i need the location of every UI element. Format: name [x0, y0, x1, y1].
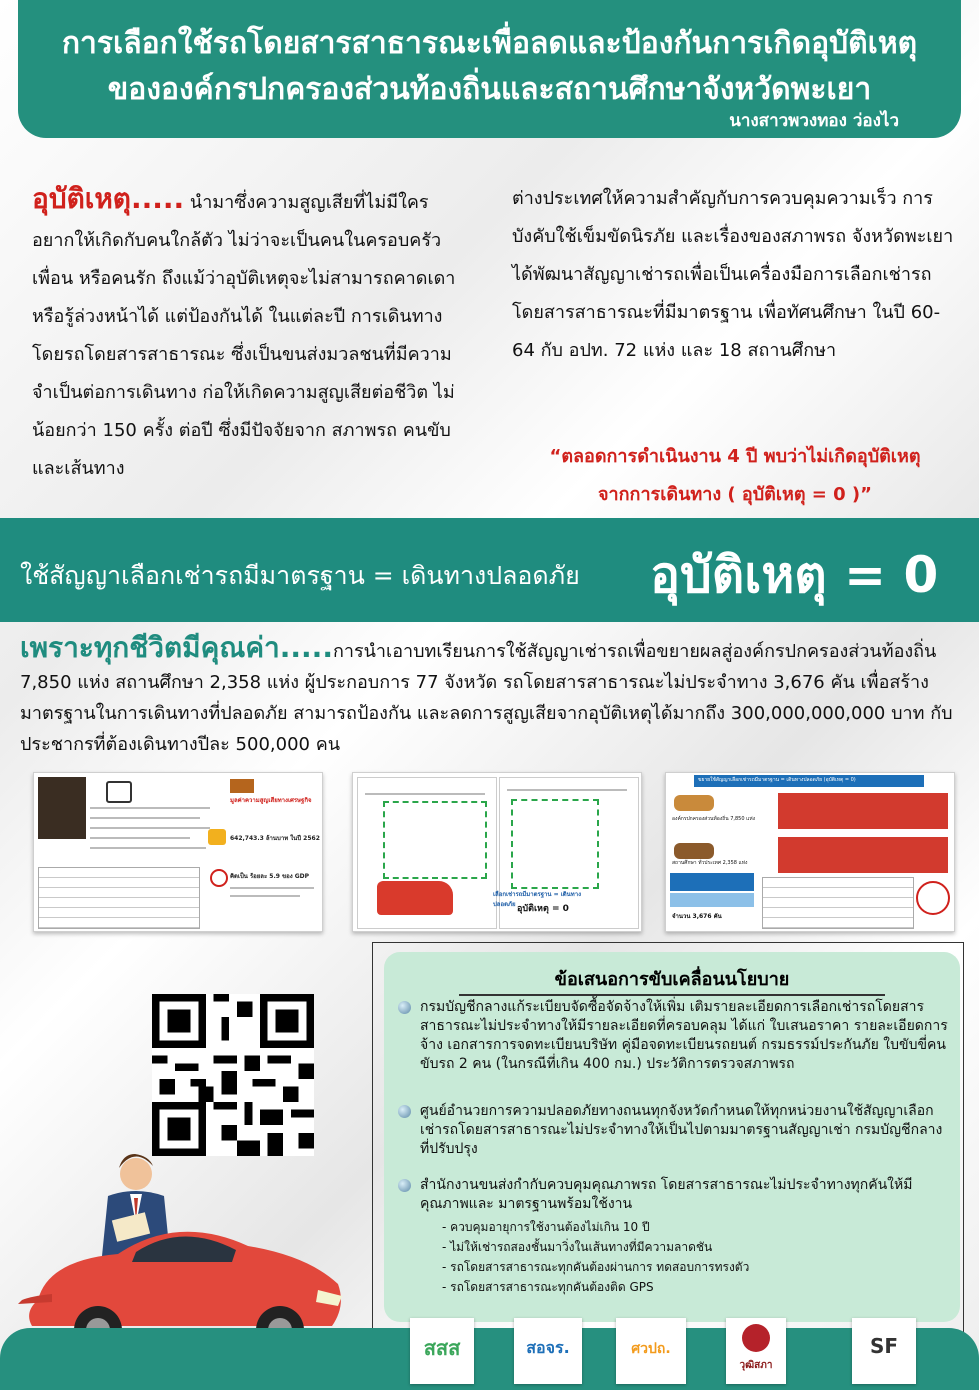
t3-school: สถานศึกษา ทั่วประเทศ 2,358 แห่ง — [672, 860, 748, 866]
t1-gdp: คิดเป็น ร้อยละ 5.9 ของ GDP — [230, 873, 310, 880]
policy-item-text: ศูนย์อำนวยการความปลอดภัยทางถนนทุกจังหวัดกำหนดให้ทุกหน่วยงานใช้สัญญาเลือกเช่ารถโดยสารสาธารณะไม่ประจำทางให้เป็นไปตามมาตรฐานสัญญาเช่า กรมบัญชีกลางที่ปรับปรุง — [420, 1103, 943, 1157]
intro-right-column — [512, 180, 954, 370]
t3-bus: จำนวน 3,676 คัน — [672, 913, 722, 920]
zero-badge — [916, 881, 950, 915]
policy-item-text: กรมบัญชีกลางแก้ระเบียบจัดซื้อจัดจ้างให้เพิ่ม เติมรายละเอียดการเลือกเช่ารถโดยสารสาธารณะไม่ประจำทางให้มีรายละเอียดที่ครอบคลุม ได้แก่ ใบเสนอราคา รายละเอียดการจ้าง เอกสารการจดทะเบียนบริษัท คู่มือจดทะเบียนรถยนต์ กรมธรรม์ประกันภัย ใบขับขี่คนขับรถ 2 คน (ในกรณีที่เกิน 400 กม.) ประวัติการตรวจสภาพรถ — [420, 999, 948, 1072]
tv-icon — [106, 781, 132, 803]
header-banner — [18, 0, 961, 138]
page-title-line1: การเลือกใช้รถโดยสารสาธารณะเพื่อลดและป้องกันการเกิดอุบัติเหตุ — [61, 26, 918, 61]
logo-senate: วุฒิสภา — [726, 1318, 786, 1384]
mini-table — [38, 867, 200, 929]
expansion-paragraph — [20, 632, 965, 760]
car-businessman-illustration — [18, 1150, 358, 1355]
gdp-icon — [210, 869, 228, 887]
footer-bar — [0, 1328, 979, 1390]
page-title-line2: ขององค์กรปกครองส่วนท้องถิ่นและสถานศึกษาจังหวัดพะเยา — [107, 72, 872, 107]
policy-subitem: - ไม่ให้เช่ารถสองชั้นมาวิ่งในเส้นทางที่มีความลาดชัน — [442, 1240, 713, 1254]
policy-item-text: สำนักงานขนส่งกำกับควบคุมคุณภาพรถ โดยสารสาธารณะไม่ประจำทางทุกคันให้มีคุณภาพและ มาตรฐานพร้อมใช้งาน — [420, 1177, 913, 1212]
senate-seal-icon — [742, 1324, 770, 1352]
cost-box-1 — [778, 793, 948, 829]
policy-subitem: - ควบคุมอายุการใช้งานต้องไม่เกิน 10 ปี — [442, 1220, 650, 1234]
logo-thaihealth: สสส — [410, 1318, 474, 1384]
result-quote — [510, 438, 960, 514]
t3-org: องค์กรปกครองส่วนท้องถิ่น 7,850 แห่ง — [672, 816, 756, 822]
qr-code[interactable] — [152, 994, 314, 1156]
quote-line1: “ตลอดการดำเนินงาน 4 ปี พบว่าไม่เกิดอุบัติเหตุ — [549, 446, 921, 467]
quote-line2: จากการเดินทาง ( อุบัติเหตุ = 0 )” — [598, 484, 872, 505]
policy-subitem: - รถโดยสารสาธารณะทุกคันต้องติด GPS — [442, 1280, 654, 1294]
policy-item — [398, 998, 948, 1074]
logo-safety-foundation: SF — [852, 1318, 916, 1384]
t3-operators-box — [670, 873, 754, 891]
t3-title: ขยายใช้สัญญาเลือกเช่ารถมีมาตรฐาน = เดินทางปลอดภัย (อุบัติเหตุ = 0) — [698, 777, 856, 783]
accident-zero-text: อุบัติเหตุ = 0 — [650, 546, 939, 604]
expansion-text: การนำเอาบทเรียนการใช้สัญญาเช่ารถเพื่อขยายผลสู่องค์กรปกครองส่วนท้องถิ่น 7,850 แห่ง สถานศึกษา 2,358 แห่ง ผู้ประกอบการ 77 จังหวัด รถโดยสารสาธารณะไม่ประจำทาง 3,676 คัน เพื่อสร้างมาตรฐานในการเดินทางที่ปลอดภัย สามารถป้องกัน และลดการสูญเสียจากอุบัติเหตุได้มากถึง 300,000,000,000 บาท กับประชากรที่ต้องเดินทางปีละ 500,000 คน — [20, 641, 953, 755]
intro-left-column — [32, 180, 470, 488]
policy-box — [384, 952, 960, 1322]
t1-value: 642,743.3 ล้านบาท ในปี 2562 — [230, 835, 320, 842]
t2-label: เลือกเช่ารถมีมาตรฐาน = เดินทางปลอดภัย — [493, 891, 581, 908]
intro-right-text: ต่างประเทศให้ความสำคัญกับการควบคุมความเร็ว การบังคับใช้เข็มขัดนิรภัย และเรื่องของสภาพรถ จังหวัดพะเยาได้พัฒนาสัญญาเช่ารถเพื่อเป็นเครื่องมือการเลือกเช่ารถโดยสารสาธารณะที่มีมาตรฐาน เพื่อทัศนศึกษา ในปี 60-64 กับ อปท. 72 แห่ง และ 18 สถานศึกษา — [512, 188, 954, 361]
slogan-text: ใช้สัญญาเลือกเช่ารถมีมาตรฐาน = เดินทางปลอดภัย — [20, 561, 580, 590]
intro-lead: อุบัติเหตุ..... — [32, 182, 185, 215]
bus-image — [377, 881, 453, 915]
policy-item — [398, 1102, 948, 1159]
t1-title: มูลค่าความสูญเสียทางเศรษฐกิจ — [230, 797, 312, 804]
school-image — [674, 843, 714, 859]
slogan-banner — [0, 518, 979, 622]
policy-subitem: - รถโดยสารสาธารณะทุกคันต้องผ่านการ ทดสอบการทรงตัว — [442, 1260, 750, 1274]
expansion-lead: เพราะทุกชีวิตมีคุณค่า..... — [20, 631, 333, 664]
bullet-icon — [398, 1105, 411, 1118]
bus-small-image — [670, 893, 754, 907]
policy-title: ข้อเสนอการขับเคลื่อนนโยบาย — [554, 969, 790, 990]
t2-zero: อุบัติเหตุ = 0 — [517, 904, 569, 914]
t3-table — [762, 877, 914, 929]
money-icon — [208, 829, 226, 845]
org-image — [674, 795, 714, 811]
highlight-box-2 — [511, 799, 599, 889]
policy-item — [398, 1176, 948, 1214]
logo-kmutt — [230, 779, 254, 793]
intro-left-text: นำมาซึ่งความสูญเสียที่ไม่มีใครอยากให้เกิดกับคนใกล้ตัว ไม่ว่าจะเป็นคนในครอบครัว เพื่อน หรือคนรัก ถึงแม้ว่าอุบัติเหตุจะไม่สามารถคาดเดาหรือรู้ล่วงหน้าได้ แต่ป้องกันได้ ในแต่ละปี การเดินทางโดยรถโดยสารสาธารณะ ซึ่งเป็นขนส่งมวลชนที่มีความจำเป็นต่อการเดินทาง ก่อให้เกิดความสูญเสียต่อชีวิต ไม่น้อยกว่า 150 ครั้ง ต่อปี ซึ่งมีปัจจัยจาก สภาพรถ คนขับ และเส้นทาง — [32, 192, 456, 479]
author-name: นางสาวพวงทอง ว่องไว — [729, 111, 899, 131]
policy-title-underline — [459, 994, 885, 996]
accident-photo — [38, 777, 86, 839]
thumbnail-economic-loss — [33, 772, 323, 932]
highlight-box — [383, 801, 487, 879]
bullet-icon — [398, 1179, 411, 1192]
bullet-icon — [398, 1001, 411, 1014]
logo-sworpor: ศวปถ. — [616, 1318, 686, 1384]
cost-box-2 — [778, 837, 948, 873]
thumbnail-contract — [352, 772, 642, 932]
thumbnail-expansion — [665, 772, 955, 932]
logo-sorjorror: สอจร. — [514, 1318, 582, 1384]
